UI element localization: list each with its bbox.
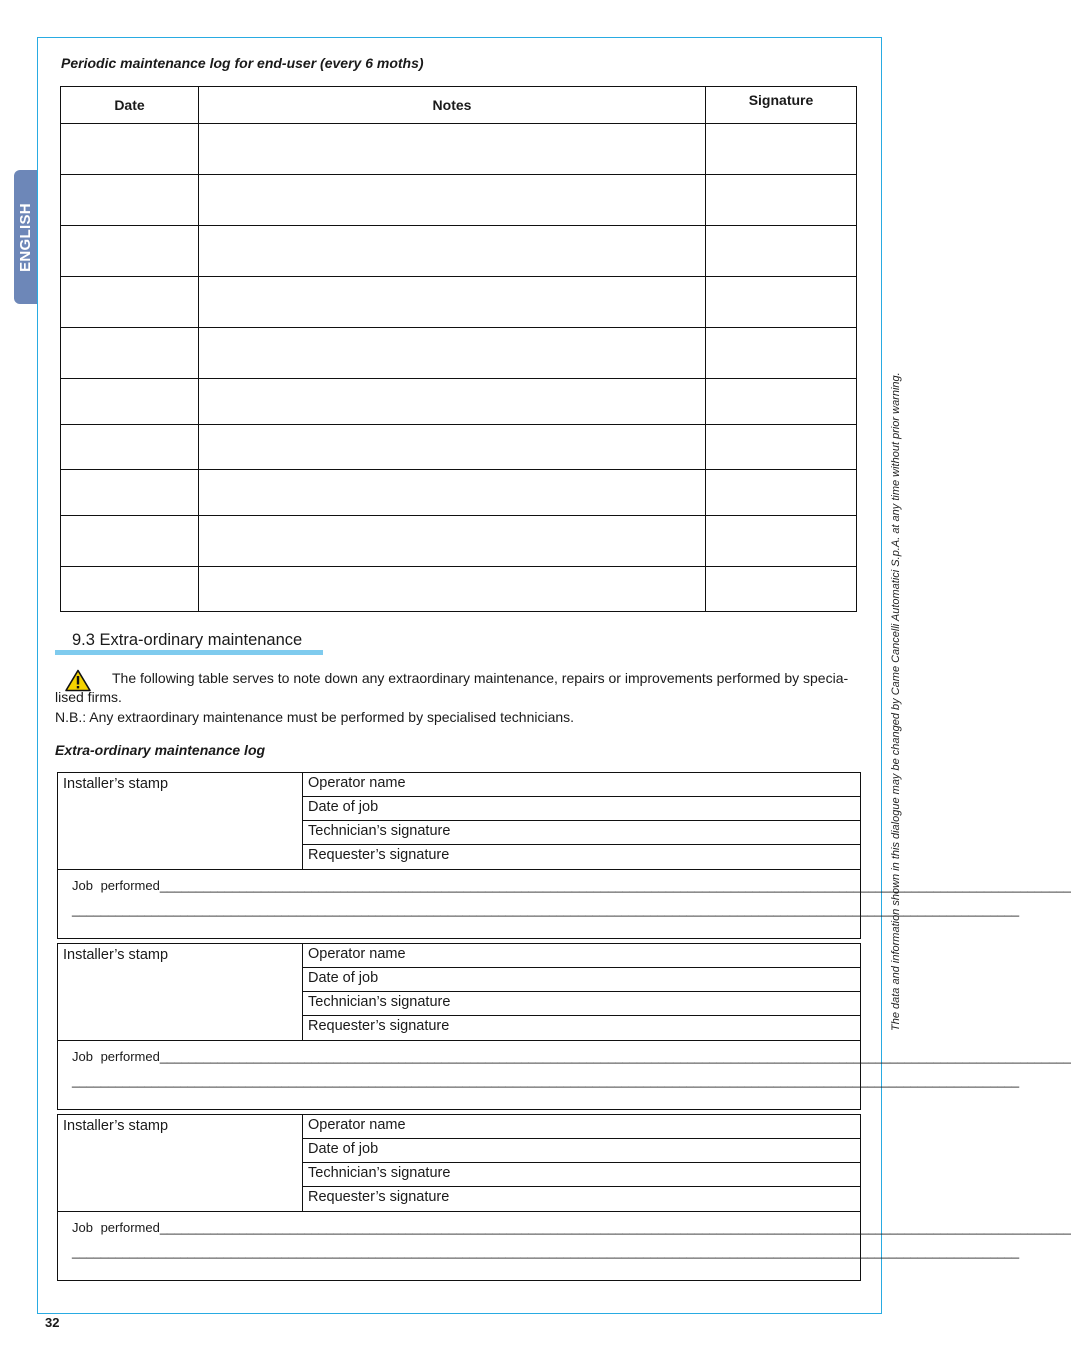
notes-column-header: Notes (199, 87, 706, 124)
page-number: 32 (45, 1315, 60, 1330)
date-column-header: Date (61, 87, 199, 124)
language-tab-label: ENGLISH (17, 202, 34, 272)
maintenance-record (57, 1114, 1071, 1281)
installer-stamp-cell[interactable]: Installer’s stamp (58, 1115, 303, 1212)
table-row (61, 425, 857, 470)
intro-paragraph: The following table serves to note down any extraordinary maintenance, repairs or improvements performed by specia-lised firms. (55, 670, 849, 705)
section-heading: 9.3 Extra-ordinary maintenance (72, 631, 303, 649)
signature-cell[interactable] (706, 226, 857, 277)
notes-cell[interactable] (199, 226, 706, 277)
date-cell[interactable] (61, 379, 199, 425)
periodic-log-title: Periodic maintenance log for end-user (every 6 moths) (61, 55, 424, 71)
notes-cell[interactable] (199, 328, 706, 379)
table-row (61, 124, 857, 175)
operator-name-field[interactable]: Operator name (303, 944, 860, 968)
date-cell[interactable] (61, 567, 199, 612)
job-performed-dashes: ______________________________________________________________________________________________________________________________ (159, 1220, 1071, 1235)
date-cell[interactable] (61, 470, 199, 516)
section-underline (55, 650, 323, 655)
periodic-maintenance-table (60, 86, 857, 612)
date-of-job-field[interactable]: Date of job (303, 797, 860, 821)
date-cell[interactable] (61, 175, 199, 226)
date-cell[interactable] (61, 277, 199, 328)
installer-stamp-cell[interactable]: Installer’s stamp (58, 944, 303, 1041)
date-cell[interactable] (61, 124, 199, 175)
table-row (61, 226, 857, 277)
signature-cell[interactable] (706, 516, 857, 567)
signature-cell[interactable] (706, 425, 857, 470)
operator-name-field[interactable]: Operator name (303, 773, 860, 797)
table-row (61, 567, 857, 612)
nb-paragraph: N.B.: Any extraordinary maintenance must be performed by specialised technicians. (55, 709, 575, 725)
language-tab (14, 170, 37, 304)
job-performed-second-line[interactable]: ___________________________________________________________________________________________________________________________________ (72, 902, 1020, 917)
notes-cell[interactable] (199, 567, 706, 612)
job-performed-second-line[interactable]: ___________________________________________________________________________________________________________________________________ (72, 1244, 1020, 1259)
table-row (61, 470, 857, 516)
job-performed-dashes: ______________________________________________________________________________________________________________________________ (159, 1049, 1071, 1064)
signature-cell[interactable] (706, 379, 857, 425)
job-performed-label: Job performed (72, 1220, 160, 1235)
operator-name-field[interactable]: Operator name (303, 1115, 860, 1139)
notes-cell[interactable] (199, 277, 706, 328)
requester-signature-field[interactable]: Requester’s signature (303, 1016, 860, 1041)
signature-cell[interactable] (706, 175, 857, 226)
technician-signature-field[interactable]: Technician’s signature (303, 821, 860, 845)
disclaimer-note: The data and information shown in this dialogue may be changed by Came Cancelli Automatici S.p.A. at any time without prior warning. (890, 372, 902, 1031)
technician-signature-field[interactable]: Technician’s signature (303, 1163, 860, 1187)
notes-cell[interactable] (199, 124, 706, 175)
notes-cell[interactable] (199, 425, 706, 470)
signature-cell[interactable] (706, 470, 857, 516)
job-performed-label: Job performed (72, 1049, 160, 1064)
date-of-job-field[interactable]: Date of job (303, 1139, 860, 1163)
table-row (61, 328, 857, 379)
signature-cell[interactable] (706, 277, 857, 328)
requester-signature-field[interactable]: Requester’s signature (303, 1187, 860, 1212)
notes-cell[interactable] (199, 470, 706, 516)
maintenance-record (57, 772, 1071, 939)
extra-log-title: Extra-ordinary maintenance log (55, 742, 266, 758)
notes-cell[interactable] (199, 516, 706, 567)
date-cell[interactable] (61, 328, 199, 379)
job-performed-second-line[interactable]: ___________________________________________________________________________________________________________________________________ (72, 1073, 1020, 1088)
maintenance-record (57, 943, 1071, 1110)
job-performed-field[interactable] (72, 1220, 1071, 1235)
table-row (61, 277, 857, 328)
technician-signature-field[interactable]: Technician’s signature (303, 992, 860, 1016)
signature-column-header: Signature (706, 87, 857, 124)
notes-cell[interactable] (199, 379, 706, 425)
table-row (61, 175, 857, 226)
table-row (61, 516, 857, 567)
table-row (61, 379, 857, 425)
job-performed-label: Job performed (72, 878, 160, 893)
requester-signature-field[interactable]: Requester’s signature (303, 845, 860, 870)
installer-stamp-cell[interactable]: Installer’s stamp (58, 773, 303, 870)
date-cell[interactable] (61, 425, 199, 470)
job-performed-field[interactable] (72, 1049, 1071, 1064)
date-cell[interactable] (61, 516, 199, 567)
signature-cell[interactable] (706, 567, 857, 612)
date-of-job-field[interactable]: Date of job (303, 968, 860, 992)
job-performed-dashes: ______________________________________________________________________________________________________________________________ (159, 878, 1071, 893)
signature-cell[interactable] (706, 124, 857, 175)
job-performed-field[interactable] (72, 878, 1071, 893)
date-cell[interactable] (61, 226, 199, 277)
signature-cell[interactable] (706, 328, 857, 379)
notes-cell[interactable] (199, 175, 706, 226)
